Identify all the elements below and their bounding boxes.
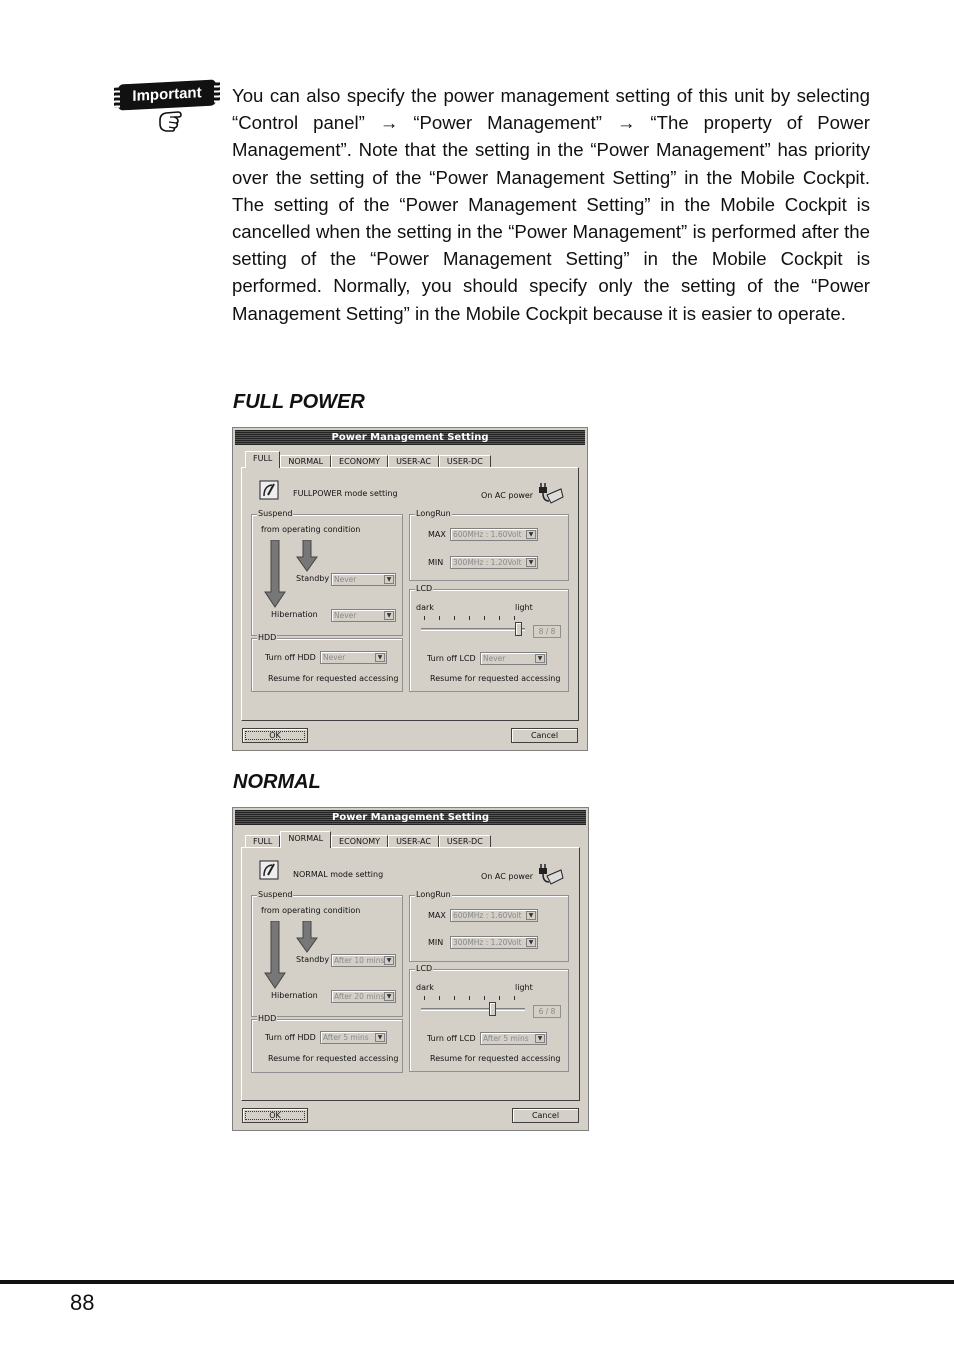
lcd-slider-thumb[interactable] (489, 1002, 496, 1016)
dropdown-arrow-icon: ▼ (384, 956, 394, 965)
arrow-down-large-icon (264, 540, 286, 608)
longrun-label: LongRun (416, 890, 451, 899)
hdd-label: HDD (258, 633, 277, 642)
tab-normal[interactable]: NORMAL (280, 455, 331, 468)
lcd-label: LCD (416, 964, 433, 973)
mode-setting-text: FULLPOWER mode setting (293, 489, 398, 498)
dropdown-arrow-icon: ▼ (384, 992, 394, 1001)
important-paragraph: You can also specify the power management setting of this unit by selecting “Control panel” → “Power Management” → “The property of Power Management”. Note that the setting in the “Power Management” has priority over the setting of the “Power Management Setting” in the Mobile Cockpit. The setting of the “Power Management Setting” in the Mobile Cockpit is cancelled when the setting in the “Power Management” is performed after the setting of the “Power Management Setting” in the Mobile Cockpit is performed. Normally, you should specify only the setting of the “Power Management Setting” in the Mobile Cockpit because it is easier to operate. (232, 85, 870, 324)
gauge-icon (258, 479, 282, 501)
dialog-title: Power Management Setting (235, 430, 585, 445)
power-dialog-normal (232, 807, 589, 1131)
footer-rule (0, 1280, 954, 1284)
tab-economy[interactable]: ECONOMY (331, 455, 388, 468)
max-select[interactable]: 600MHz : 1.60Volt ▼ (450, 909, 538, 922)
dropdown-arrow-icon: ▼ (526, 938, 536, 947)
tab-user-ac[interactable]: USER-AC (388, 455, 439, 468)
dropdown-arrow-icon: ▼ (526, 530, 536, 539)
slider-tick (469, 616, 470, 620)
slider-tick (514, 616, 515, 620)
resume-hdd-text: Resume for requested accessing (268, 674, 399, 683)
max-select[interactable]: 600MHz : 1.60Volt ▼ (450, 528, 538, 541)
mode-setting-text: NORMAL mode setting (293, 870, 384, 879)
light-label: light (515, 603, 533, 612)
gauge-icon (258, 859, 282, 881)
power-source-text: On AC power (481, 491, 534, 500)
hibernation-label: Hibernation (271, 610, 318, 619)
slider-tick (454, 616, 455, 620)
resume-lcd-text: Resume for requested accessing (430, 1054, 561, 1063)
standby-select[interactable]: Never ▼ (331, 573, 396, 586)
longrun-label: LongRun (416, 509, 451, 518)
power-source-text: On AC power (481, 872, 534, 881)
suspend-label: Suspend (258, 890, 293, 899)
power-dialog-full (232, 427, 588, 751)
turnoff-lcd-select[interactable]: Never ▼ (480, 652, 547, 665)
tab-user-ac[interactable]: USER-AC (388, 835, 439, 848)
dropdown-arrow-icon: ▼ (384, 611, 394, 620)
light-label: light (515, 983, 533, 992)
turnoff-lcd-select[interactable]: After 5 mins ▼ (480, 1032, 547, 1045)
turnoff-hdd-label: Turn off HDD (265, 653, 316, 662)
longrun-group (409, 509, 569, 581)
longrun-group (409, 890, 569, 962)
suspend-label: Suspend (258, 509, 293, 518)
max-label: MAX (428, 530, 446, 539)
slider-tick (424, 616, 425, 620)
lcd-level-readout: 6 / 8 (533, 1005, 561, 1018)
pointing-hand-icon (156, 108, 186, 134)
dropdown-arrow-icon: ▼ (384, 575, 394, 584)
slider-tick (484, 616, 485, 620)
ac-plug-icon (537, 862, 565, 888)
slider-tick (499, 996, 500, 1000)
lcd-level-readout: 8 / 8 (533, 625, 561, 638)
dropdown-arrow-icon: ▼ (535, 1034, 545, 1043)
normal-heading: NORMAL (233, 771, 321, 793)
from-condition-text: from operating condition (261, 525, 361, 534)
lcd-slider-track (421, 628, 525, 631)
slider-tick (424, 996, 425, 1000)
slider-tick (484, 996, 485, 1000)
dark-label: dark (416, 983, 434, 992)
slider-tick (499, 616, 500, 620)
tab-full[interactable]: FULL (245, 835, 280, 848)
tab-normal[interactable]: NORMAL (280, 831, 331, 848)
lcd-slider-thumb[interactable] (515, 622, 522, 636)
hdd-label: HDD (258, 1014, 277, 1023)
turnoff-hdd-select[interactable]: After 5 mins ▼ (320, 1031, 387, 1044)
hibernation-select[interactable]: After 20 mins ▼ (331, 990, 396, 1003)
page-number: 88 (70, 1290, 95, 1315)
min-label: MIN (428, 558, 444, 567)
turnoff-hdd-select[interactable]: Never ▼ (320, 651, 387, 664)
slider-tick (514, 996, 515, 1000)
standby-label: Standby (296, 574, 330, 583)
ac-plug-icon (537, 481, 565, 507)
hdd-group (251, 1014, 403, 1073)
lcd-label: LCD (416, 584, 433, 593)
ok-button[interactable]: OK (242, 1108, 308, 1123)
hibernation-label: Hibernation (271, 991, 318, 1000)
full-power-heading: FULL POWER (233, 391, 365, 413)
lcd-slider-track (421, 1008, 525, 1011)
max-label: MAX (428, 911, 446, 920)
slider-tick (439, 996, 440, 1000)
tab-user-dc[interactable]: USER-DC (439, 455, 491, 468)
turnoff-lcd-label: Turn off LCD (427, 654, 476, 663)
tab-economy[interactable]: ECONOMY (331, 835, 388, 848)
tab-bar (245, 450, 491, 468)
arrow-down-large-icon (264, 921, 286, 989)
from-condition-text: from operating condition (261, 906, 361, 915)
turnoff-lcd-label: Turn off LCD (427, 1034, 476, 1043)
hibernation-select[interactable]: Never ▼ (331, 609, 396, 622)
arrow-down-small-icon (296, 540, 318, 572)
cancel-button[interactable]: Cancel (512, 1108, 579, 1123)
ok-button[interactable]: OK (242, 728, 308, 743)
dialog-title: Power Management Setting (235, 810, 586, 825)
min-label: MIN (428, 938, 444, 947)
min-select[interactable]: 300MHz : 1.20Volt ▼ (450, 936, 538, 949)
standby-select[interactable]: After 10 mins ▼ (331, 954, 396, 967)
standby-label: Standby (296, 955, 330, 964)
dropdown-arrow-icon: ▼ (526, 911, 536, 920)
min-select[interactable]: 300MHz : 1.20Volt ▼ (450, 556, 538, 569)
turnoff-hdd-label: Turn off HDD (265, 1033, 316, 1042)
slider-tick (454, 996, 455, 1000)
tab-full[interactable]: FULL (245, 451, 280, 468)
dark-label: dark (416, 603, 434, 612)
resume-lcd-text: Resume for requested accessing (430, 674, 561, 683)
dropdown-arrow-icon: ▼ (526, 558, 536, 567)
dropdown-arrow-icon: ▼ (535, 654, 545, 663)
dropdown-arrow-icon: ▼ (375, 653, 385, 662)
tab-bar (245, 830, 491, 848)
tab-user-dc[interactable]: USER-DC (439, 835, 491, 848)
slider-tick (439, 616, 440, 620)
arrow-down-small-icon (296, 921, 318, 953)
important-badge: Important (118, 79, 216, 110)
cancel-button[interactable]: Cancel (511, 728, 578, 743)
dropdown-arrow-icon: ▼ (375, 1033, 385, 1042)
hdd-group (251, 633, 403, 692)
slider-tick (469, 996, 470, 1000)
resume-hdd-text: Resume for requested accessing (268, 1054, 399, 1063)
